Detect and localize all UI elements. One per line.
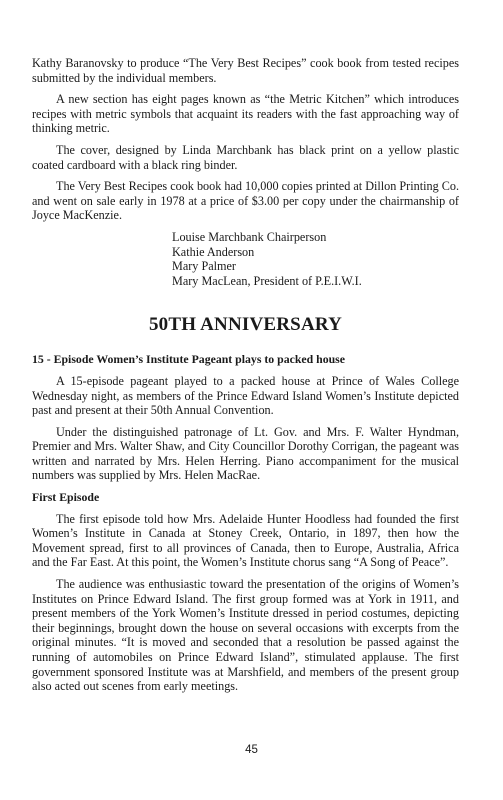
signature-line: Louise Marchbank Chairperson	[172, 229, 327, 244]
intro-paragraph-metric-kitchen: A new section has eight pages known as “the Metric Kitchen” which introduces recipes with metric symbols that acquaint its readers with the fast approaching way of thinking metric.	[32, 92, 459, 136]
intro-paragraph-cover: The cover, designed by Linda Marchbank has black print on a yellow plastic coated cardboard with a black ring binder.	[32, 142, 459, 172]
signature-line: Mary MacLean, President of P.E.I.W.I.	[172, 273, 362, 288]
page-number: 45	[245, 744, 258, 756]
signature-block	[172, 230, 459, 288]
episode-paragraph: The first episode told how Mrs. Adelaide Hunter Hoodless had founded the first Women’s Institute in Canada at Stoney Creek, Ontario, in 1897, then how the Movement spread, first to all provinces of Canada, then to Europe, Australia, Africa and the Far East. At this point, the Women’s Institute chorus sang “A Song of Peace”.	[32, 511, 459, 570]
article-headline: 15 - Episode Women’s Institute Pageant plays to packed house	[32, 352, 345, 367]
signature-line: Kathie Anderson	[172, 244, 255, 259]
episode-heading: First Episode	[32, 490, 100, 505]
article-paragraph: Under the distinguished patronage of Lt. Gov. and Mrs. F. Walter Hyndman, Premier and Mrs. Walter Shaw, and City Councillor Dorothy Corrigan, the pageant was written and narrated by Mrs. Helen Herring. Piano accompaniment for the musical numbers was supplied by Mrs. Helen MacRae.	[32, 424, 459, 483]
section-title: 50TH ANNIVERSARY	[148, 314, 343, 336]
article-paragraph: A 15-episode pageant played to a packed house at Prince of Wales College Wednesday night, as members of the Prince Edward Island Women’s Institute depicted past and present at their 50th Annual Convention.	[32, 373, 459, 418]
episode-paragraph: The audience was enthusiastic toward the presentation of the origins of Women’s Institutes on Prince Edward Island. The first group formed was at York in 1911, and present members of the York Women’s Institute dressed in period costumes, depicting their beginnings, brought down the house on several occasions with excerpts from the original minutes. “It is moved and seconded that a resolution be passed against the running of automobiles on Prince Edward Island”, stimulated applause. The first government sponsored Institute was at Marshfield, and members of the present group also acted out scenes from early meetings.	[32, 577, 459, 694]
signature-line: Mary Palmer	[172, 259, 236, 274]
intro-paragraph-continuation: Kathy Baranovsky to produce “The Very Best Recipes” cook book from tested recipes submitted by the individual members.	[32, 56, 459, 85]
intro-paragraph-printing: The Very Best Recipes cook book had 10,000 copies printed at Dillon Printing Co. and went on sale early in 1978 at a price of $3.00 per copy under the chairmanship of Joyce MacKenzie.	[32, 179, 459, 223]
